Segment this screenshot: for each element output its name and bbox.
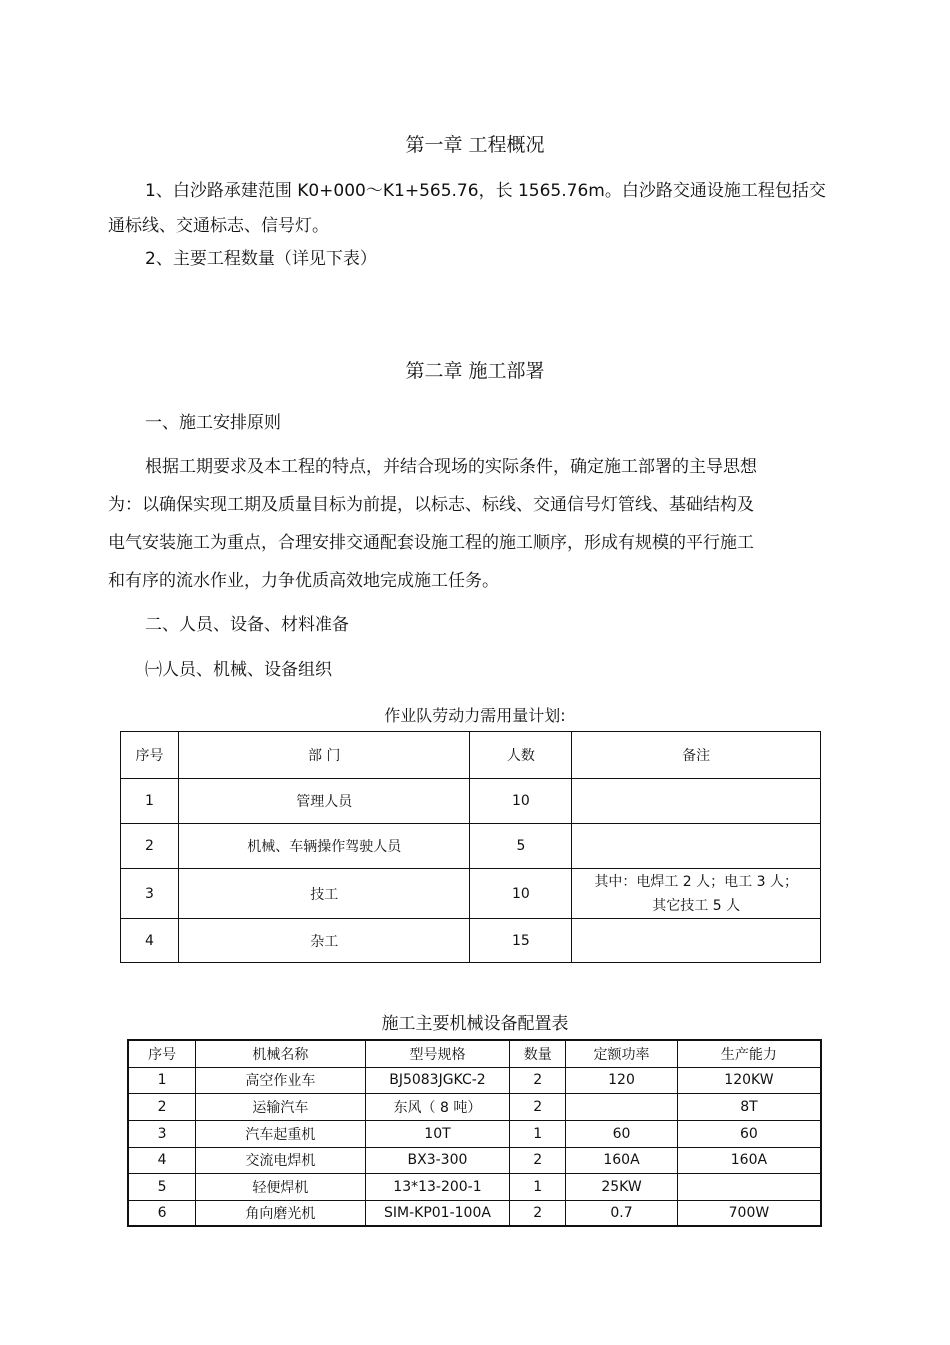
rated-power: 60 [566, 1120, 678, 1147]
row-number: 2 [121, 824, 179, 869]
table-row [121, 824, 821, 869]
row-number: 2 [128, 1093, 196, 1120]
header-cell: 型号规格 [365, 1040, 510, 1067]
capacity: 60 [677, 1120, 821, 1147]
note [572, 824, 821, 869]
body-line-2: 为：以确保实现工期及质量目标为前提，以标志、标线、交通信号灯管线、基础结构及 [108, 495, 754, 515]
rated-power: 0.7 [566, 1200, 678, 1226]
row-number: 1 [128, 1067, 196, 1093]
header-cell: 数量 [510, 1040, 566, 1067]
labor-table-header-row [121, 732, 821, 779]
rated-power [566, 1093, 678, 1120]
quantity: 2 [510, 1067, 566, 1093]
department: 管理人员 [178, 779, 470, 824]
subsection-organization: ㈠人员、机械、设备组织 [145, 660, 332, 680]
header-cell: 部 门 [178, 732, 470, 779]
note [572, 919, 821, 963]
rated-power: 25KW [566, 1173, 678, 1200]
header-cell: 机械名称 [196, 1040, 365, 1067]
quantity: 2 [510, 1093, 566, 1120]
department: 技工 [178, 869, 470, 919]
quantity: 2 [510, 1147, 566, 1173]
rated-power: 120 [566, 1067, 678, 1093]
row-number: 5 [128, 1173, 196, 1200]
table-row [128, 1093, 821, 1120]
row-number: 4 [121, 919, 179, 963]
machine-table [127, 1039, 822, 1227]
paragraph-quantities: 2、主要工程数量（详见下表） [145, 249, 377, 269]
table-row [128, 1067, 821, 1093]
row-number: 1 [121, 779, 179, 824]
model-spec: 13*13-200-1 [365, 1173, 510, 1200]
machine-name: 汽车起重机 [196, 1120, 365, 1147]
row-number: 6 [128, 1200, 196, 1226]
model-spec: BX3-300 [365, 1147, 510, 1173]
table-row [128, 1200, 821, 1226]
table-row [128, 1147, 821, 1173]
headcount: 15 [470, 919, 572, 963]
headcount: 10 [470, 779, 572, 824]
machine-name: 高空作业车 [196, 1067, 365, 1093]
paragraph-scope-line-2: 通标线、交通标志、信号灯。 [108, 216, 329, 236]
quantity: 1 [510, 1120, 566, 1147]
note-line-1: 其中：电焊工 2 人；电工 3 人； [594, 873, 798, 890]
headcount: 5 [470, 824, 572, 869]
machine-table-header-row [128, 1040, 821, 1067]
row-number: 3 [121, 869, 179, 919]
capacity [677, 1173, 821, 1200]
capacity: 160A [677, 1147, 821, 1173]
header-cell: 序号 [121, 732, 179, 779]
machine-name: 轻便焊机 [196, 1173, 365, 1200]
rated-power: 160A [566, 1147, 678, 1173]
note [572, 869, 821, 919]
note-line-2: 其它技工 5 人 [652, 897, 741, 914]
model-spec: SIM-KP01-100A [365, 1200, 510, 1226]
body-line-3: 电气安装施工为重点，合理安排交通配套设施工程的施工顺序，形成有规模的平行施工 [108, 533, 754, 553]
note [572, 779, 821, 824]
machine-name: 交流电焊机 [196, 1147, 365, 1173]
machine-name: 运输汽车 [196, 1093, 365, 1120]
labor-table [120, 731, 821, 963]
model-spec: 东风（ 8 吨） [365, 1093, 510, 1120]
section-preparation: 二、人员、设备、材料准备 [145, 615, 349, 635]
capacity: 120KW [677, 1067, 821, 1093]
row-number: 4 [128, 1147, 196, 1173]
table-row [121, 869, 821, 919]
model-spec: BJ5083JGKC-2 [365, 1067, 510, 1093]
quantity: 2 [510, 1200, 566, 1226]
quantity: 1 [510, 1173, 566, 1200]
section-arrangement-principle: 一、施工安排原则 [145, 413, 281, 433]
row-number: 3 [128, 1120, 196, 1147]
department: 机械、车辆操作驾驶人员 [178, 824, 470, 869]
table-row [128, 1120, 821, 1147]
labor-table-caption: 作业队劳动力需用量计划: [384, 706, 566, 725]
machine-table-caption: 施工主要机械设备配置表 [381, 1014, 569, 1034]
body-line-1: 根据工期要求及本工程的特点，并结合现场的实际条件，确定施工部署的主导思想 [145, 457, 757, 477]
table-row [121, 919, 821, 963]
department: 杂工 [178, 919, 470, 963]
chapter-2-title: 第二章 施工部署 [405, 360, 545, 382]
table-row [121, 779, 821, 824]
table-row [128, 1173, 821, 1200]
paragraph-scope-line-1: 1、白沙路承建范围 K0+000～K1+565.76，长 1565.76m。白沙路交通设施工程包括交 [145, 181, 826, 201]
header-cell: 定额功率 [566, 1040, 678, 1067]
headcount: 10 [470, 869, 572, 919]
header-cell: 备注 [572, 732, 821, 779]
body-line-4: 和有序的流水作业，力争优质高效地完成施工任务。 [108, 571, 499, 591]
capacity: 8T [677, 1093, 821, 1120]
header-cell: 生产能力 [677, 1040, 821, 1067]
chapter-1-title: 第一章 工程概况 [405, 134, 545, 156]
model-spec: 10T [365, 1120, 510, 1147]
header-cell: 序号 [128, 1040, 196, 1067]
capacity: 700W [677, 1200, 821, 1226]
machine-name: 角向磨光机 [196, 1200, 365, 1226]
header-cell: 人数 [470, 732, 572, 779]
